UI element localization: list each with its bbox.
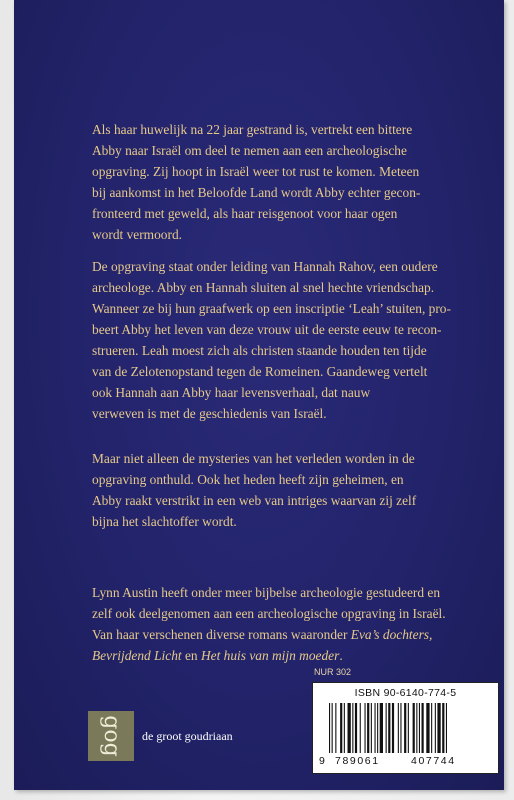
barcode-bar: [375, 703, 376, 753]
text-line: Als haar huwelijk na 22 jaar gestrand is, vertrekt een bittere: [92, 122, 413, 137]
isbn-number: ISBN 90-6140-774-5: [354, 687, 457, 699]
text-line: Maar niet alleen de mysteries van het verleden worden in de: [92, 451, 415, 466]
text-line: fronteerd met geweld, als haar reisgenoot voor haar ogen: [92, 206, 398, 221]
book-title-evas-dochters: Eva’s dochters,: [350, 627, 433, 642]
text-line: archeologe. Abby en Hannah sluiten al snel hechte vriendschap.: [92, 280, 435, 295]
barcode-bar: [380, 703, 383, 753]
bio-text: en: [181, 648, 201, 663]
book-title-het-huis: Het huis van mijn moeder: [200, 648, 340, 663]
bio-text: Van haar verschenen diverse romans waaronder: [92, 627, 351, 642]
barcode-bar: [367, 703, 369, 753]
barcode-bar: [446, 703, 447, 753]
barcode-bar: [371, 703, 372, 753]
text-line: Abby raakt verstrikt in een web van intriges waarvan zij zelf: [92, 493, 417, 508]
barcode-bar: [431, 703, 432, 753]
barcode-bar: [348, 703, 351, 753]
text-line: opgraving. Zij hoopt in Israël weer tot rust te komen. Meteen: [92, 164, 420, 179]
barcode-bar: [413, 703, 415, 753]
text-line: [92, 624, 492, 645]
publisher-logo-icon: [88, 711, 134, 761]
barcode-bar: [435, 703, 436, 753]
barcode-bar: [388, 703, 390, 753]
barcode-bar: [329, 703, 330, 753]
barcode-digit-group-2: 407744: [411, 755, 456, 767]
barcode-bar: [442, 703, 444, 753]
barcode-bar: [335, 703, 336, 753]
barcode-bar: [416, 703, 417, 753]
text-line: van de Zelotenopstand tegen de Romeinen. Gaandeweg vertelt: [92, 364, 428, 379]
author-bio: [92, 582, 492, 666]
barcode-bar: [340, 703, 342, 753]
barcode-bar: [355, 703, 357, 753]
text-line: wordt vermoord.: [92, 227, 182, 242]
barcode-bar: [360, 703, 361, 753]
text-line: Abby naar Israël om deel te nemen aan een archeologische: [92, 143, 407, 158]
barcode-bar: [365, 703, 366, 753]
text-line: beert Abby het leven van deze vrouw uit de eerste eeuw te recon-: [92, 322, 442, 337]
barcode-bar: [422, 703, 424, 753]
text-line: bijna het slachtoffer wordt.: [92, 514, 237, 529]
text-line: Wanneer ze bij hun graafwerk op een inscriptie ‘Leah’ stuiten, pro-: [92, 301, 451, 316]
publisher-name: de groot goudriaan: [142, 729, 233, 743]
text-line: verweven is met de geschiedenis van Israël.: [92, 406, 327, 421]
barcode-icon: [329, 703, 479, 755]
barcode-bar: [392, 703, 394, 753]
blurb-paragraph-1: [92, 119, 492, 245]
text-line: strueren. Leah moest zich als christen staande houden ten tijde: [92, 343, 427, 358]
text-line: bij aankomst in het Beloofde Land wordt Abby echter gecon-: [92, 185, 421, 200]
barcode-bar: [404, 703, 406, 753]
publisher-logo-letters: gog: [99, 715, 124, 757]
barcode-bar: [344, 703, 345, 753]
barcode-box: [312, 682, 499, 774]
blurb-paragraph-2: [92, 256, 492, 424]
barcode-bar: [386, 703, 387, 753]
text-line: opgraving onthuld. Ook het heden heeft zijn geheimen, en: [92, 472, 404, 487]
book-title-bevrijdend-licht: Bevrijdend Licht: [92, 648, 182, 663]
blurb-paragraph-3: [92, 448, 492, 532]
barcode-bar: [426, 703, 429, 753]
text-line: zelf ook deelgenomen aan een archeologische opgraving in Israël.: [92, 606, 446, 621]
nur-code: NUR 302: [314, 667, 352, 677]
text-line: [92, 645, 492, 666]
barcode-bar: [377, 703, 378, 753]
barcode-bar: [400, 703, 401, 753]
barcode-digit-group-1: 789061: [335, 755, 380, 767]
text-line: De opgraving staat onder leiding van Hannah Rahov, een oudere: [92, 259, 438, 274]
barcode-bar: [332, 703, 333, 753]
barcode-bar: [352, 703, 353, 753]
text-line: ook Hannah aan Abby haar levensverhaal, dat nauw: [92, 385, 371, 400]
text-line: Lynn Austin heeft onder meer bijbelse archeologie gestudeerd en: [92, 585, 441, 600]
barcode-bar: [437, 703, 440, 753]
barcode-bar: [419, 703, 420, 753]
bio-text: .: [339, 648, 343, 663]
barcode-bar: [398, 703, 399, 753]
barcode-bar: [408, 703, 409, 753]
barcode-digit-first: 9: [319, 755, 325, 767]
